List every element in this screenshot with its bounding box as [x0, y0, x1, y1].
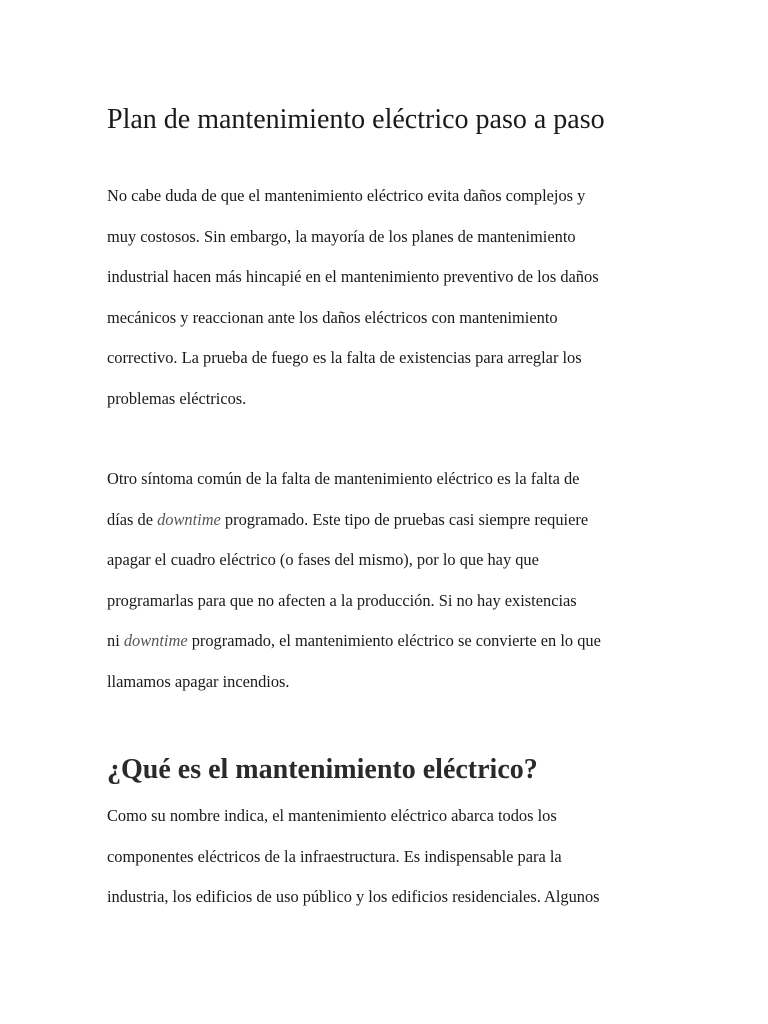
- paragraph-line: [107, 621, 667, 662]
- paragraph-line: industrial hacen más hincapié en el mantenimiento preventivo de los daños: [107, 267, 599, 286]
- paragraph-line: componentes eléctricos de la infraestructura. Es indispensable para la: [107, 846, 562, 866]
- text-fragment: ni: [107, 631, 124, 650]
- paragraph-line: Como su nombre indica, el mantenimiento eléctrico abarca todos los: [107, 806, 557, 825]
- paragraph-line: No cabe duda de que el mantenimiento eléctrico evita daños complejos y: [107, 186, 586, 205]
- section-paragraph: [107, 796, 667, 918]
- paragraph-line: Otro síntoma común de la falta de mantenimiento eléctrico es la falta de: [107, 469, 580, 488]
- paragraph-line: llamamos apagar incendios.: [107, 671, 290, 691]
- section-heading: ¿Qué es el mantenimiento eléctrico?: [107, 754, 538, 785]
- intro-paragraph: [107, 176, 667, 419]
- paragraph-line: mecánicos y reaccionan ante los daños eléctricos con mantenimiento: [107, 307, 558, 327]
- second-paragraph: [107, 459, 667, 702]
- paragraph-line: problemas eléctricos.: [107, 388, 247, 408]
- paragraph-line: correctivo. La prueba de fuego es la falta de existencias para arreglar los: [107, 348, 582, 367]
- emphasized-term: downtime: [157, 509, 221, 529]
- paragraph-line: apagar el cuadro eléctrico (o fases del mismo), por lo que hay que: [107, 550, 539, 569]
- document-title: Plan de mantenimiento eléctrico paso a paso: [107, 104, 605, 135]
- paragraph-line: muy costosos. Sin embargo, la mayoría de los planes de mantenimiento: [107, 226, 576, 246]
- paragraph-line: industria, los edificios de uso público y los edificios residenciales. Algunos: [107, 887, 600, 906]
- paragraph-line: [107, 500, 667, 541]
- paragraph-line: programarlas para que no afecten a la producción. Si no hay existencias: [107, 590, 577, 610]
- text-fragment: programado. Este tipo de pruebas casi siempre requiere: [220, 509, 589, 529]
- text-fragment: días de: [107, 509, 158, 529]
- text-fragment: programado, el mantenimiento eléctrico se convierte en lo que: [187, 631, 601, 650]
- emphasized-term: downtime: [123, 631, 188, 650]
